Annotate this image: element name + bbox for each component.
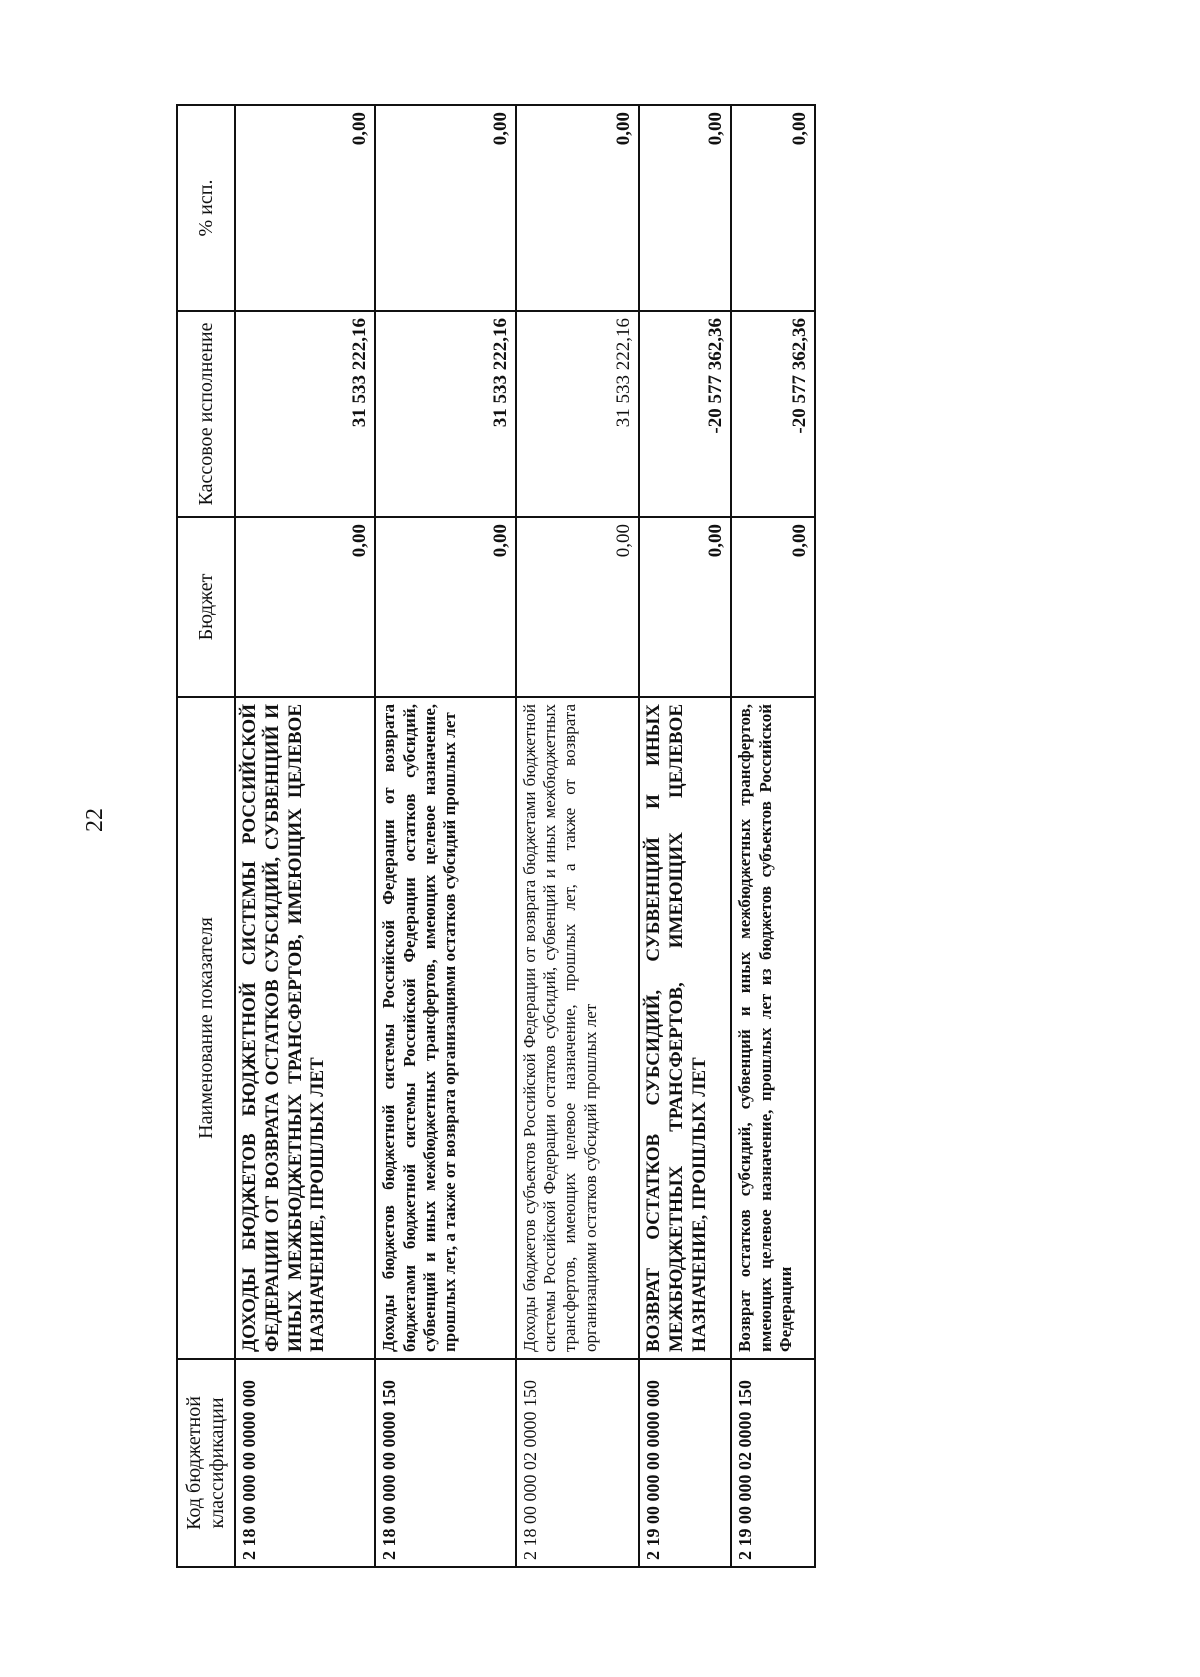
row-percent: 0,00 <box>235 105 375 311</box>
header-percent: % исп. <box>177 105 235 311</box>
row-cash: 31 533 222,16 <box>235 311 375 517</box>
row-name: Возврат остатков субсидий, субвенций и иных межбюджетных трансфертов, имеющих целевое назначение, прошлых лет из бюджетов субъектов Российской Федерации <box>731 697 815 1359</box>
row-code: 2 18 00 000 02 0000 150 <box>516 1359 640 1567</box>
row-code: 2 19 00 000 02 0000 150 <box>731 1359 815 1567</box>
rotated-table-container <box>176 106 816 1568</box>
row-code: 2 19 00 000 00 0000 000 <box>639 1359 731 1567</box>
table-row <box>731 105 815 1567</box>
row-name: ДОХОДЫ БЮДЖЕТОВ БЮДЖЕТНОЙ СИСТЕМЫ РОССИЙСКОЙ ФЕДЕРАЦИИ ОТ ВОЗВРАТА ОСТАТКОВ СУБСИДИЙ, СУБВЕНЦИЙ И ИНЫХ МЕЖБЮДЖЕТНЫХ ТРАНСФЕРТОВ, ИМЕЮЩИХ ЦЕЛЕВОЕ НАЗНАЧЕНИЕ, ПРОШЛЫХ ЛЕТ <box>235 697 375 1359</box>
row-cash: -20 577 362,36 <box>639 311 731 517</box>
header-budget: Бюджет <box>177 517 235 697</box>
row-cash: -20 577 362,36 <box>731 311 815 517</box>
table-row <box>516 105 640 1567</box>
header-code: Код бюджетной классификации <box>177 1359 235 1567</box>
row-budget: 0,00 <box>731 517 815 697</box>
table-row <box>639 105 731 1567</box>
page-number: 22 <box>82 808 108 832</box>
row-percent: 0,00 <box>375 105 515 311</box>
row-name: Доходы бюджетов бюджетной системы Российской Федерации от возврата бюджетами бюджетной системы Российской Федерации остатков субсидий, субвенций и иных межбюджетных трансфертов, имеющих целевое назначение, прошлых лет, а также от возврата организациями остатков субсидий прошлых лет <box>375 697 515 1359</box>
header-name: Наименование показателя <box>177 697 235 1359</box>
table-row <box>375 105 515 1567</box>
row-code: 2 18 00 000 00 0000 150 <box>375 1359 515 1567</box>
row-budget: 0,00 <box>639 517 731 697</box>
row-budget: 0,00 <box>516 517 640 697</box>
row-percent: 0,00 <box>516 105 640 311</box>
row-code: 2 18 00 000 00 0000 000 <box>235 1359 375 1567</box>
table-header-row <box>177 105 235 1567</box>
budget-table <box>176 104 816 1568</box>
row-percent: 0,00 <box>639 105 731 311</box>
row-budget: 0,00 <box>375 517 515 697</box>
row-percent: 0,00 <box>731 105 815 311</box>
row-name: Доходы бюджетов субъектов Российской Федерации от возврата бюджетами бюджетной системы Российской Федерации остатков субсидий, субвенций и иных межбюджетных трансфертов, имеющих целевое назначение, прошлых лет, а также от возврата организациями остатков субсидий прошлых лет <box>516 697 640 1359</box>
row-budget: 0,00 <box>235 517 375 697</box>
header-cash: Кассовое исполнение <box>177 311 235 517</box>
row-name: ВОЗВРАТ ОСТАТКОВ СУБСИДИЙ, СУБВЕНЦИЙ И ИНЫХ МЕЖБЮДЖЕТНЫХ ТРАНСФЕРТОВ, ИМЕЮЩИХ ЦЕЛЕВОЕ НАЗНАЧЕНИЕ, ПРОШЛЫХ ЛЕТ <box>639 697 731 1359</box>
row-cash: 31 533 222,16 <box>516 311 640 517</box>
table-row <box>235 105 375 1567</box>
row-cash: 31 533 222,16 <box>375 311 515 517</box>
